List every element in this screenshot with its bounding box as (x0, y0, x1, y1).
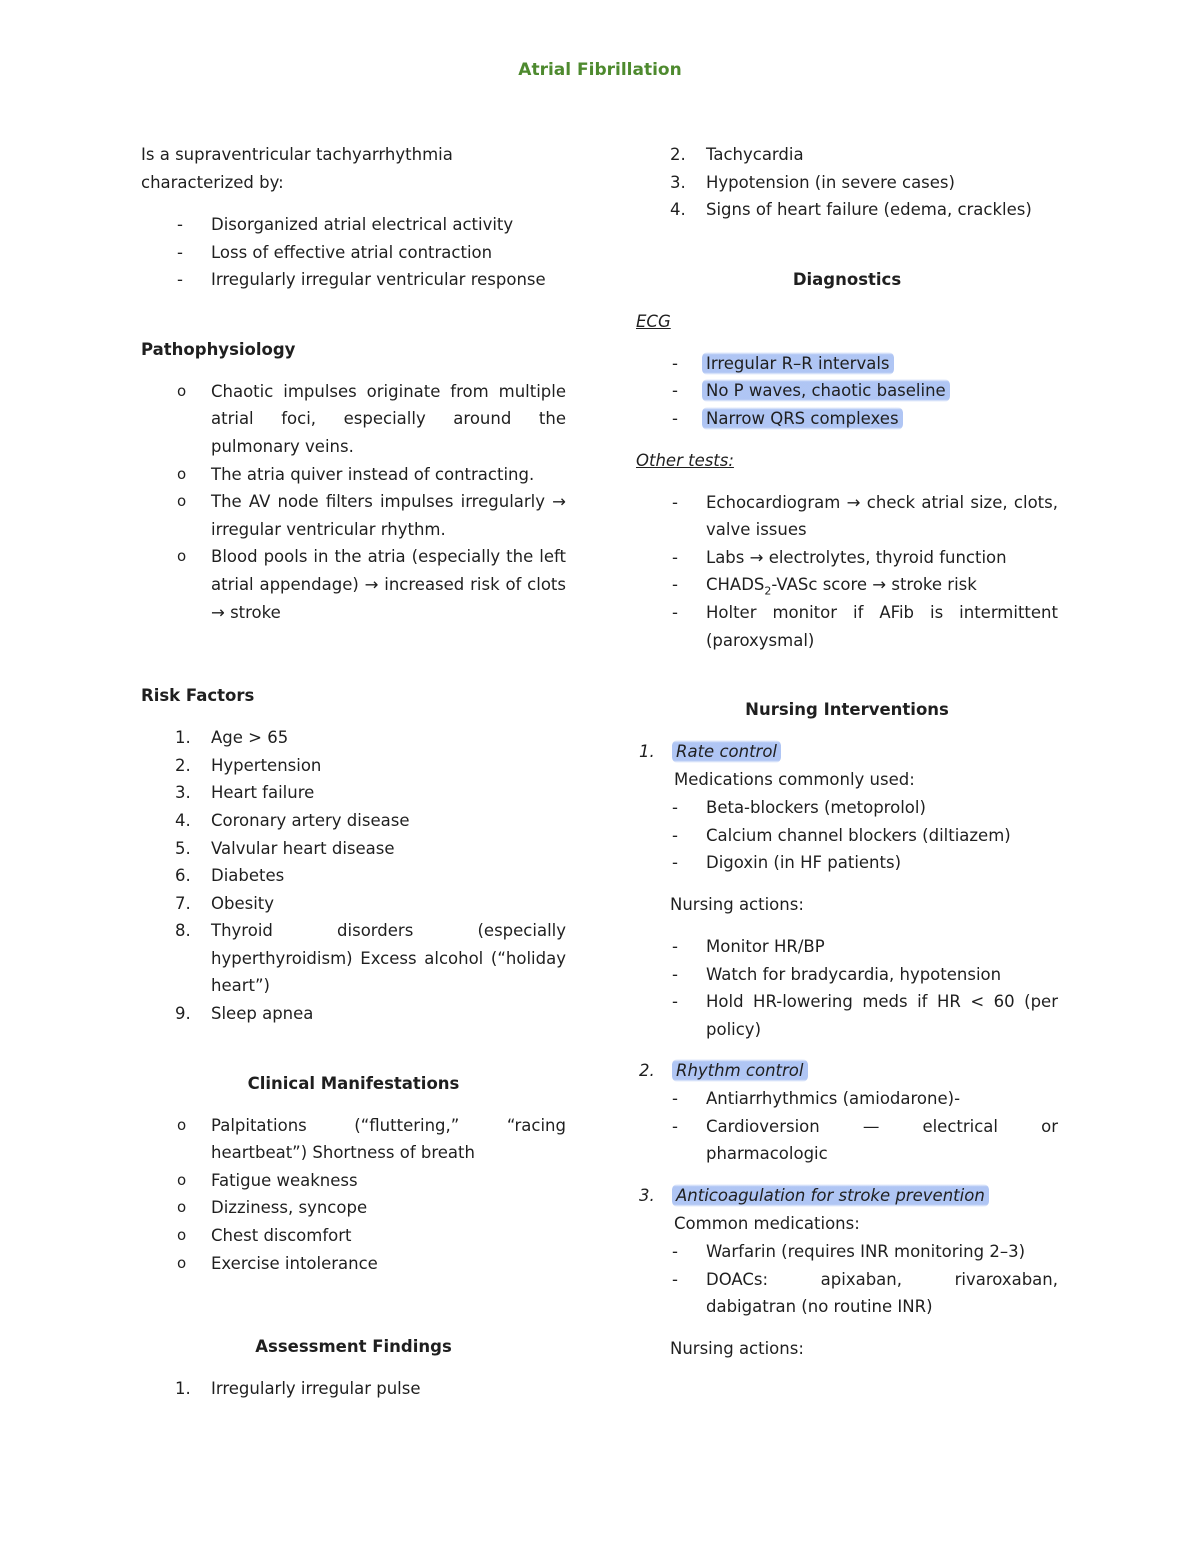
list-item: 4. Signs of heart failure (edema, crackles) (670, 200, 1032, 220)
list-item: - Loss of effective atrial contraction (141, 239, 566, 267)
list-item: 2. Hypertension (175, 755, 322, 775)
risk-factors-heading: Risk Factors (141, 686, 255, 706)
list-item: 1. Age > 65 (175, 728, 289, 748)
intro-line-1: Is a supraventricular tachyarrhythmia (141, 145, 453, 164)
list-item (636, 350, 1058, 378)
diagnostics-heading: Diagnostics (792, 269, 902, 289)
list-item: - DOACs: apixaban, rivaroxaban, dabigatran (no routine INR) (636, 1266, 1058, 1321)
list-item: - Echocardiogram → check atrial size, clots, valve issues (636, 489, 1058, 544)
list-item: - Disorganized atrial electrical activity (141, 211, 566, 239)
rate-control-step: 1. Rate control (636, 738, 1058, 766)
list-item: - Holter monitor if AFib is intermittent (paroxysmal) (636, 599, 1058, 654)
intro-line-2: characterized by: (141, 173, 284, 192)
assessment-findings-list (141, 1375, 566, 1403)
list-item: - $CHADS_2$-VASc score → stroke risk (636, 571, 1058, 599)
list-item: 8. Thyroid disorders (especially hyperthyroidism) Excess alcohol (“holiday heart”) (175, 921, 566, 996)
list-item: 4. Coronary artery disease (175, 810, 410, 830)
list-item: - Hold HR-lowering meds if HR < 60 (per policy) (636, 988, 1058, 1043)
pathophysiology-heading: Pathophysiology (141, 339, 296, 359)
page-title: Atrial Fibrillation (518, 60, 682, 80)
other-tests-label: Other tests: (636, 450, 734, 470)
list-item: - Labs → electrolytes, thyroid function (636, 544, 1058, 572)
ecg-list (636, 350, 1058, 433)
list-item: - Irregularly irregular ventricular response (141, 266, 566, 294)
list-item: - Cardioversion — electrical or pharmacologic (636, 1113, 1058, 1168)
clinical-manifestations-list (141, 1112, 566, 1278)
highlight: Narrow QRS complexes (702, 407, 903, 430)
list-item: - Monitor HR/BP (636, 933, 1058, 961)
rate-actions-list (636, 933, 1058, 1043)
pathophysiology-list (141, 378, 566, 626)
anticoag-actions-label: Nursing actions: (670, 1338, 804, 1358)
list-item: o Palpitations (“fluttering,” “racing heartbeat”) Shortness of breath (141, 1112, 566, 1167)
anticoagulation-step: 3. Anticoagulation for stroke prevention (636, 1182, 1058, 1210)
list-item: - Beta-blockers (metoprolol) (636, 794, 1058, 822)
highlight: No P waves, chaotic baseline (702, 379, 950, 402)
list-item: 1. Irregularly irregular pulse (175, 1379, 421, 1399)
clinical-manifestations-heading: Clinical Manifestations (247, 1073, 460, 1093)
list-item: 7. Obesity (175, 893, 275, 913)
list-item: 2. Tachycardia (670, 145, 804, 164)
list-item: - Calcium channel blockers (diltiazem) (636, 822, 1058, 850)
list-item: - Watch for bradycardia, hypotension (636, 961, 1058, 989)
rhythm-control-label: Rhythm control (672, 1059, 808, 1082)
list-item (636, 377, 1058, 405)
list-item: 3. Heart failure (175, 783, 315, 803)
list-item: o Chaotic impulses originate from multiple atrial foci, especially around the pulmonary veins. (141, 378, 566, 461)
list-item: o Dizziness, syncope (141, 1194, 566, 1222)
list-item: o Blood pools in the atria (especially the left atrial appendage) → increased risk of clots → stroke (141, 543, 566, 626)
list-item: 5. Valvular heart disease (175, 838, 395, 858)
anticoagulation-label: Anticoagulation for stroke prevention (672, 1184, 989, 1207)
rhythm-control-step: 2. Rhythm control (636, 1057, 1058, 1085)
anticoag-meds-intro: Common medications: (674, 1214, 860, 1234)
right-column (636, 141, 1058, 1363)
rate-control-label: Rate control (672, 740, 781, 763)
intro-list (141, 211, 566, 294)
other-tests-list (636, 489, 1058, 655)
rate-actions-label: Nursing actions: (670, 894, 804, 914)
rhythm-list (636, 1085, 1058, 1168)
ecg-label: ECG (636, 311, 671, 331)
left-column (141, 141, 566, 1403)
list-item: 3. Hypotension (in severe cases) (670, 172, 955, 192)
anticoag-meds-list (636, 1238, 1058, 1321)
rate-meds-list (636, 794, 1058, 877)
list-item: - Warfarin (requires INR monitoring 2–3) (636, 1238, 1058, 1266)
rate-meds-intro: Medications commonly used: (674, 770, 915, 790)
nursing-interventions-heading: Nursing Interventions (745, 700, 949, 720)
list-item: o Exercise intolerance (141, 1250, 566, 1278)
assessment-findings-list-continued (636, 141, 1058, 224)
highlight: Irregular R–R intervals (702, 352, 894, 375)
list-item: 6. Diabetes (175, 866, 285, 886)
risk-factors-list (141, 724, 566, 1028)
list-item: o The atria quiver instead of contracting. (141, 461, 566, 489)
list-item: - Antiarrhythmics (amiodarone)- (636, 1085, 1058, 1113)
assessment-findings-heading: Assessment Findings (255, 1337, 452, 1357)
list-item: o Fatigue weakness (141, 1167, 566, 1195)
list-item: o The AV node filters impulses irregularly → irregular ventricular rhythm. (141, 488, 566, 543)
list-item: - Digoxin (in HF patients) (636, 849, 1058, 877)
list-item: o Chest discomfort (141, 1222, 566, 1250)
list-item (636, 405, 1058, 433)
list-item: 9. Sleep apnea (175, 1004, 314, 1024)
